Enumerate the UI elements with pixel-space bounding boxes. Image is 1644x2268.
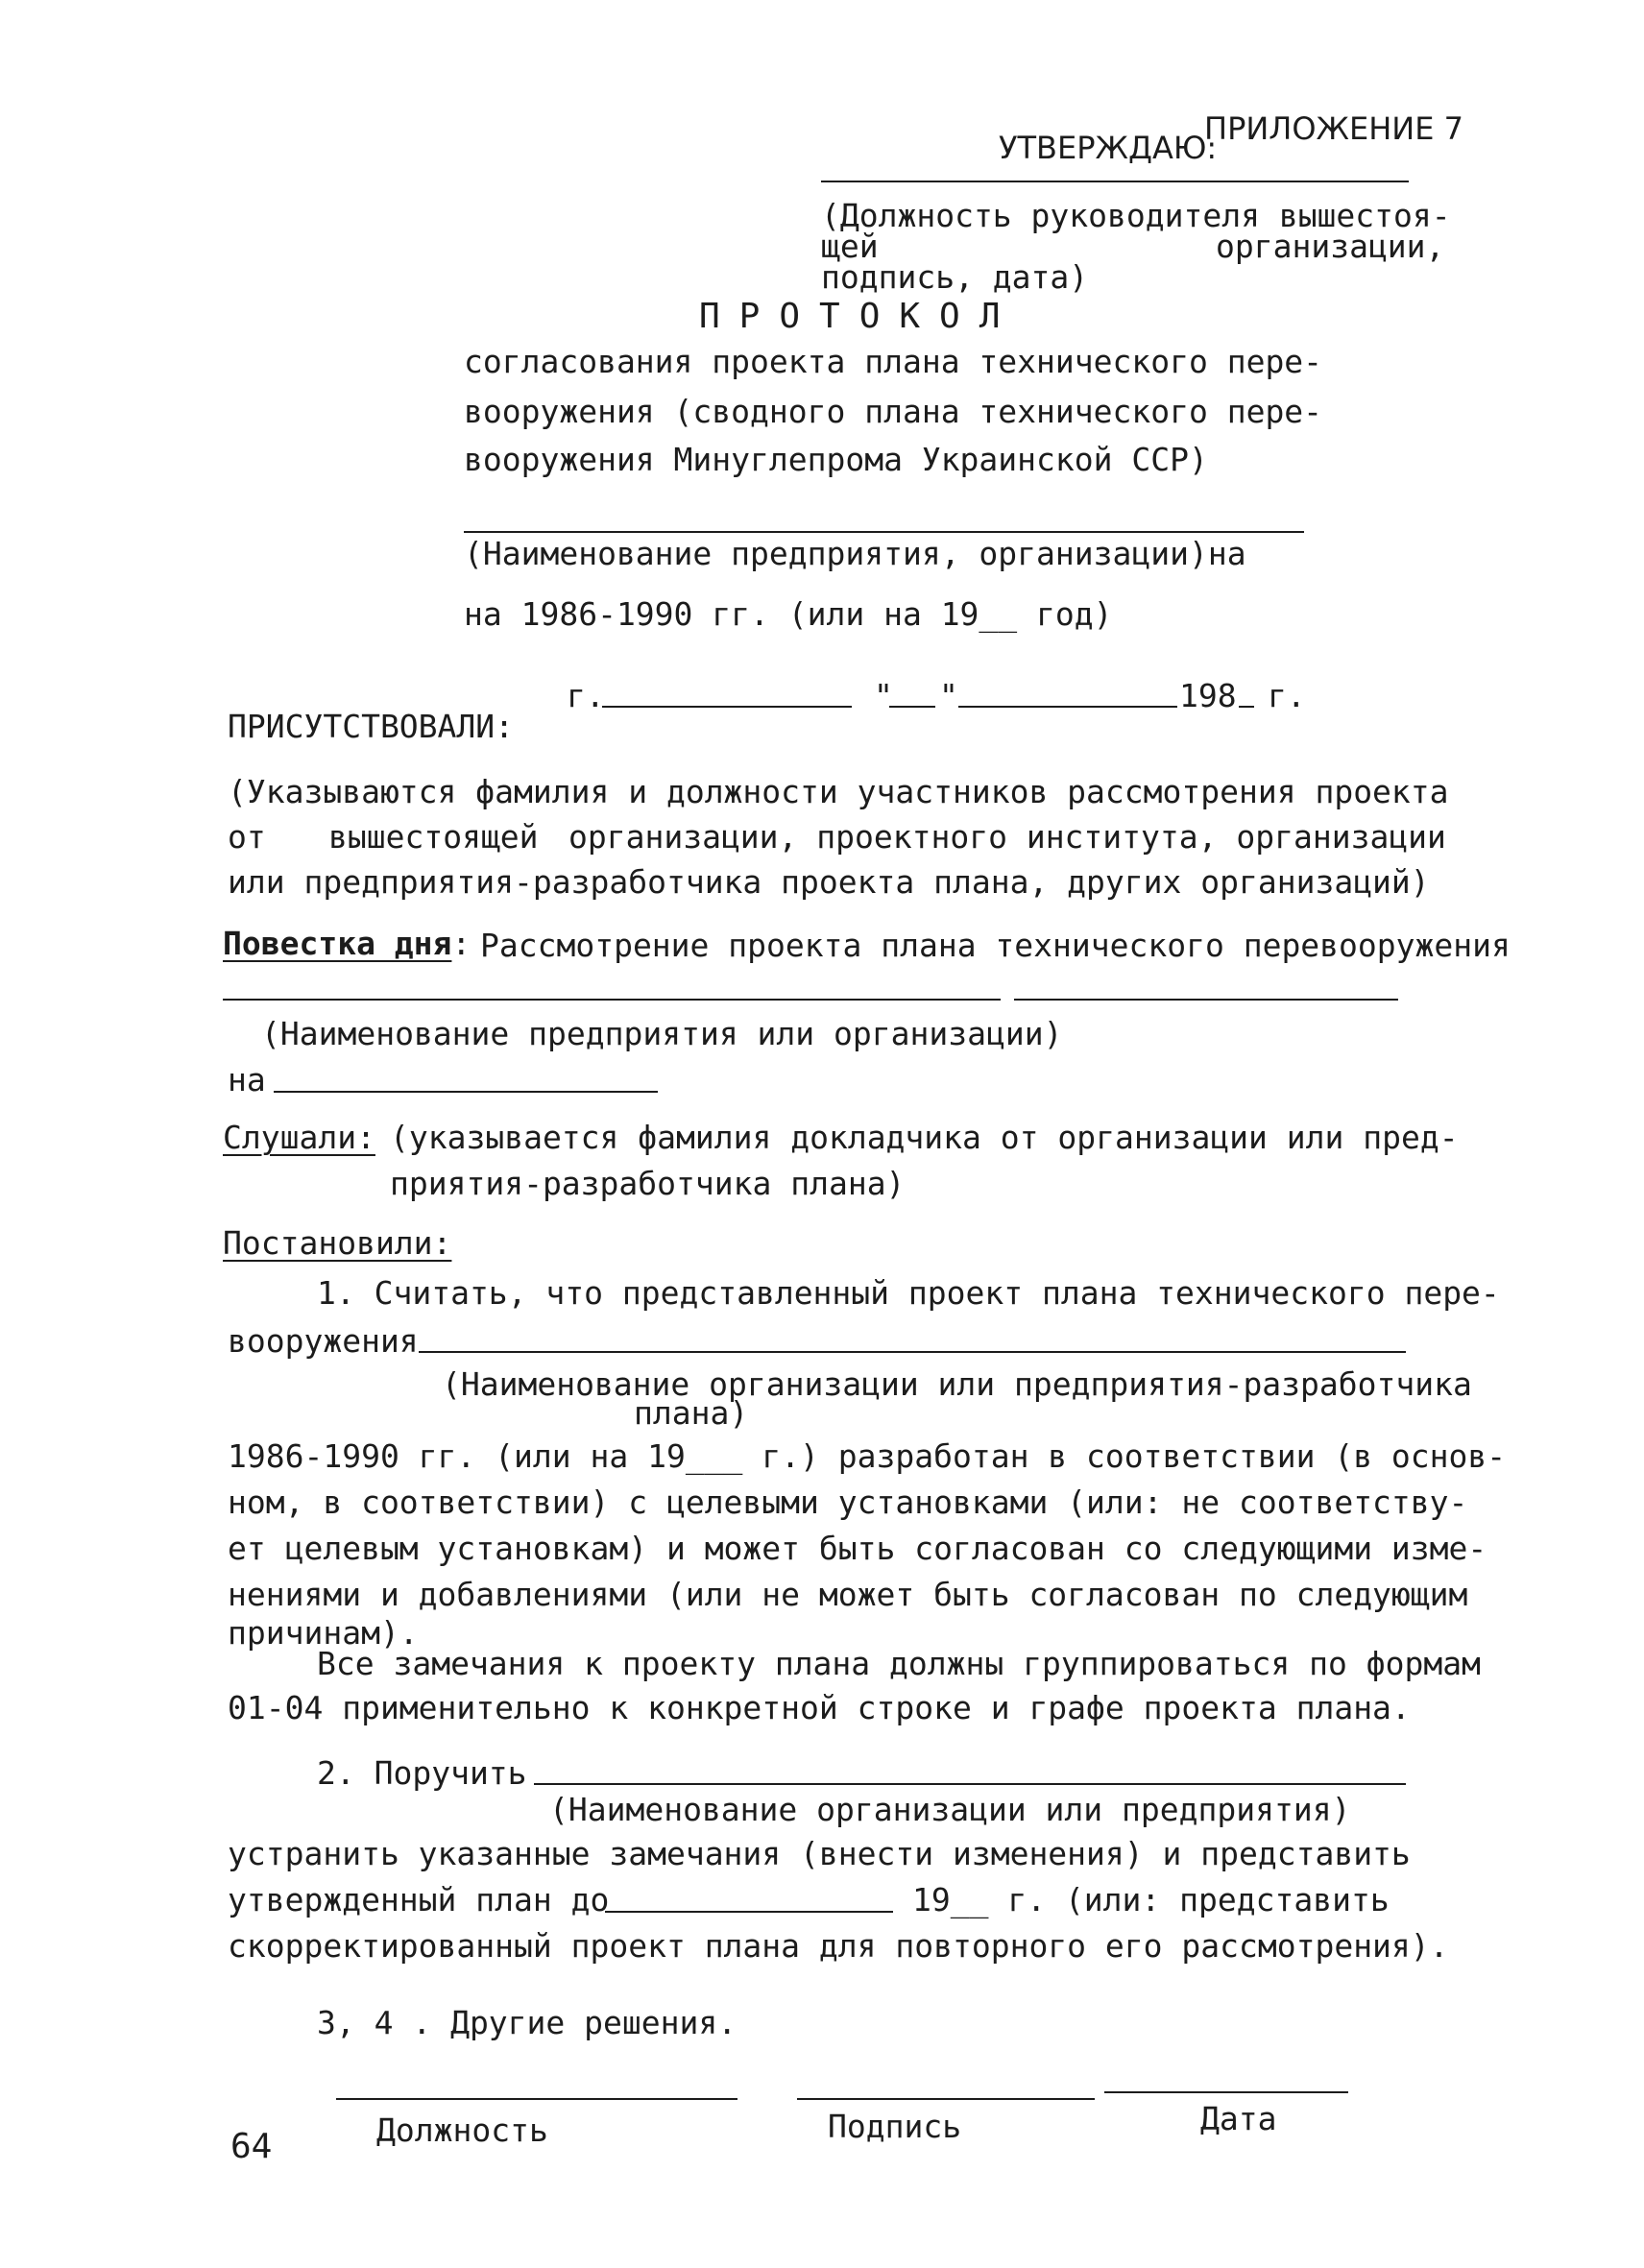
month-line — [958, 706, 1177, 708]
approve-label: УТВЕРЖДАЮ: — [999, 130, 1218, 166]
agenda-on-prefix: на — [228, 1061, 266, 1098]
title-line-1: согласования проекта плана технического пере- — [464, 343, 1323, 380]
quote-open: " — [874, 677, 893, 714]
agenda-text: Рассмотрение проекта плана технического перевооружения — [480, 927, 1511, 964]
document-title: ПРОТОКОЛ — [699, 297, 1020, 336]
resolution-1-note-1: Все замечания к проекту плана должны группироваться по формам — [317, 1645, 1481, 1682]
appendix-label: ПРИЛОЖЕНИЕ 7 — [1204, 110, 1463, 147]
city-prefix: г. — [567, 677, 605, 714]
year-digit-line — [1239, 706, 1254, 708]
heard-text-2: приятия-разработчика плана) — [390, 1165, 906, 1202]
approver-caption-2b: организации, — [1216, 228, 1445, 265]
resolution-2-prefix: 2. Поручить — [317, 1754, 527, 1792]
approver-caption-3: подпись, дата) — [821, 258, 1089, 296]
approver-caption-1: (Должность руководителя вышестоя- — [821, 197, 1451, 234]
city-line — [602, 706, 852, 708]
attendees-note-1: (Указываются фамилия и должности участников рассмотрения проекта — [228, 773, 1449, 810]
heard-label: Слушали: — [223, 1119, 375, 1156]
attendees-note-2b: вышестоящей — [328, 818, 539, 856]
plan-period: на 1986-1990 гг. (или на 19__ год) — [464, 595, 1113, 633]
heard-text-1: (указывается фамилия докладчика от организации или пред- — [390, 1119, 1459, 1156]
day-line — [889, 706, 935, 708]
agenda-org-line-2 — [1014, 999, 1398, 1001]
signature-line — [797, 2098, 1095, 2100]
title-line-2: вооружения (сводного плана технического пере- — [464, 393, 1323, 430]
assignee-caption: (Наименование организации или предприятия) — [549, 1791, 1351, 1828]
agenda-colon: : — [451, 925, 471, 962]
date-caption: Дата — [1200, 2100, 1277, 2137]
resolution-3-4: 3, 4 . Другие решения. — [317, 2004, 737, 2041]
attendees-label: ПРИСУТСТВОВАЛИ: — [228, 708, 515, 745]
approver-signature-line — [821, 181, 1409, 182]
resolution-1-line-4: ном, в соответствии) с целевыми установками (или: не соответству- — [228, 1484, 1468, 1521]
resolution-1-note-2: 01-04 применительно к конкретной строке и графе проекта плана. — [228, 1689, 1411, 1726]
resolved-label: Постановили: — [223, 1224, 452, 1262]
attendees-note-2c: организации, проектного института, организации — [568, 818, 1446, 856]
resolution-2-line-3a: утвержденный план до — [228, 1881, 610, 1918]
year-suffix: г. — [1268, 677, 1306, 714]
title-line-3: вооружения Минуглепрома Украинской ССР) — [464, 441, 1208, 478]
agenda-heading — [223, 925, 471, 962]
developer-caption-2: плана) — [634, 1394, 749, 1432]
developer-name-line — [419, 1351, 1406, 1353]
year-prefix: 198 — [1179, 677, 1237, 714]
position-signature-line — [336, 2098, 737, 2100]
attendees-note-3: или предприятия-разработчика проекта плана, других организаций) — [228, 863, 1430, 901]
date-signature-line — [1104, 2091, 1348, 2093]
attendees-note-2a: от — [228, 818, 266, 856]
resolution-1-line-6: нениями и добавлениями (или не может быть согласован по следующим — [228, 1576, 1468, 1613]
assignee-name-line — [534, 1783, 1406, 1785]
agenda-org-line-1 — [223, 999, 1001, 1001]
signature-caption: Подпись — [828, 2108, 962, 2145]
approver-caption-2a: щей — [821, 228, 879, 265]
developer-caption-1: (Наименование организации или предприятия-разработчика — [442, 1365, 1472, 1403]
resolution-2-line-2: устранить указанные замечания (внести изменения) и представить — [228, 1835, 1411, 1872]
resolution-1-line-1: 1. Считать, что представленный проект плана технического пере- — [317, 1274, 1500, 1312]
organization-name-line — [464, 531, 1304, 533]
agenda-period-line — [274, 1091, 658, 1093]
quote-close: " — [939, 677, 958, 714]
agenda-org-caption: (Наименование предприятия или организации) — [261, 1015, 1063, 1052]
resolution-1-line-3: 1986-1990 гг. (или на 19___ г.) разработан в соответствии (в основ- — [228, 1437, 1507, 1475]
resolution-1-line-5: ет целевым установкам) и может быть согласован со следующими изме- — [228, 1530, 1487, 1567]
resolution-2-line-3b: 19__ г. (или: представить — [912, 1881, 1390, 1918]
position-caption: Должность — [376, 2111, 548, 2149]
deadline-line — [605, 1911, 893, 1913]
organization-caption: (Наименование предприятия, организации)на — [464, 535, 1246, 572]
agenda-label: Повестка дня — [223, 925, 452, 962]
resolution-1-line-2: вооружения — [228, 1322, 419, 1360]
page-number: 64 — [230, 2127, 273, 2166]
resolution-2-line-4: скорректированный проект плана для повторного его рассмотрения). — [228, 1927, 1449, 1965]
resolution-1-line-7: причинам). — [228, 1614, 419, 1652]
